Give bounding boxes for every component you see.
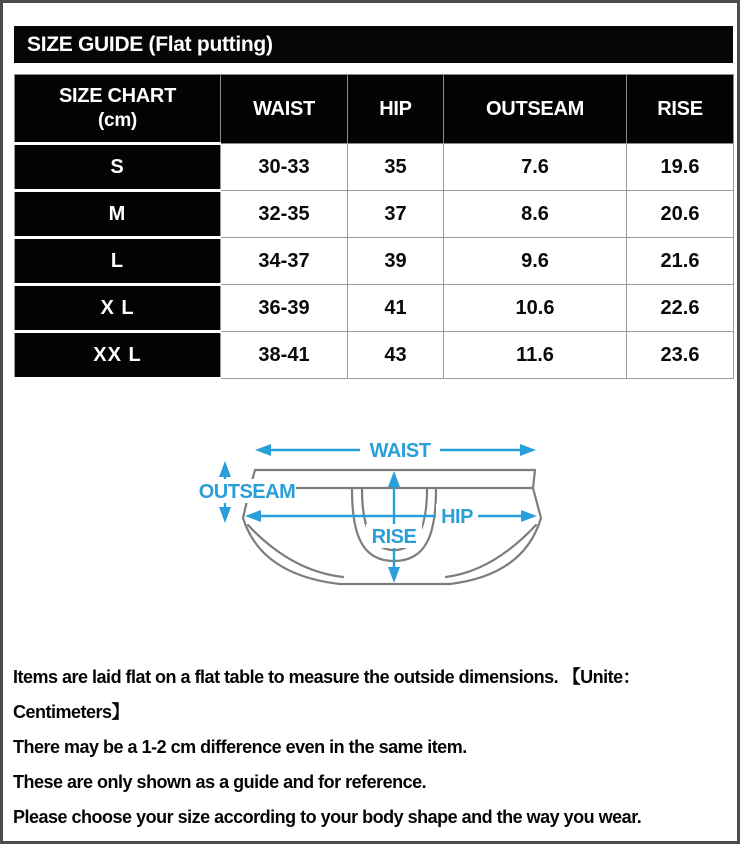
note-line: Items are laid flat on a flat table to measure the outside dimensions. 【Unite： — [13, 667, 641, 687]
size-cell: M — [15, 191, 221, 238]
hip-cell: 39 — [348, 238, 444, 285]
table-header-row — [15, 75, 734, 144]
rise-cell: 23.6 — [627, 332, 734, 379]
waist-label: WAIST — [369, 440, 431, 462]
outseam-cell: 10.6 — [444, 285, 627, 332]
size-chart-unit: (cm) — [98, 110, 137, 131]
waist-cell: 32-35 — [221, 191, 348, 238]
rise-cell: 19.6 — [627, 144, 734, 191]
outseam-cell: 7.6 — [444, 144, 627, 191]
hip-label: HIP — [441, 506, 473, 528]
hip-cell: 35 — [348, 144, 444, 191]
rise-cell: 22.6 — [627, 285, 734, 332]
outseam-cell: 11.6 — [444, 332, 627, 379]
note-line: Please choose your size according to your body shape and the way you wear. — [13, 807, 642, 827]
note-line: These are only shown as a guide and for reference. — [13, 772, 427, 792]
waist-cell: 38-41 — [221, 332, 348, 379]
measurement-notes — [13, 660, 739, 835]
hip-arrow — [245, 510, 537, 522]
col-header-size-chart — [15, 75, 221, 144]
note-line: There may be a 1-2 cm difference even in the same item. — [13, 737, 467, 757]
hip-cell: 43 — [348, 332, 444, 379]
hip-cell: 41 — [348, 285, 444, 332]
waist-cell: 36-39 — [221, 285, 348, 332]
rise-label: RISE — [371, 526, 417, 548]
size-cell: L — [15, 238, 221, 285]
col-header-rise: RISE — [627, 75, 734, 144]
hip-cell: 37 — [348, 191, 444, 238]
size-cell: XX L — [15, 332, 221, 379]
outseam-cell: 8.6 — [444, 191, 627, 238]
outseam-label: OUTSEAM — [198, 481, 296, 503]
title-bar — [14, 26, 733, 63]
col-header-hip: HIP — [348, 75, 444, 144]
table-row — [15, 238, 734, 285]
measurement-diagram — [3, 403, 740, 643]
col-header-outseam: OUTSEAM — [444, 75, 627, 144]
note-line: Centimeters】 — [13, 702, 130, 722]
table-row — [15, 285, 734, 332]
waist-cell: 34-37 — [221, 238, 348, 285]
size-chart-table — [14, 74, 734, 380]
waist-cell: 30-33 — [221, 144, 348, 191]
size-cell: X L — [15, 285, 221, 332]
size-cell: S — [15, 144, 221, 191]
outseam-cell: 9.6 — [444, 238, 627, 285]
size-chart-label: SIZE CHART — [58, 85, 176, 107]
rise-cell: 21.6 — [627, 238, 734, 285]
table-row — [15, 191, 734, 238]
table-row — [15, 332, 734, 379]
rise-cell: 20.6 — [627, 191, 734, 238]
page-title: SIZE GUIDE (Flat putting) — [27, 32, 273, 56]
table-row — [15, 144, 734, 191]
col-header-waist: WAIST — [221, 75, 348, 144]
